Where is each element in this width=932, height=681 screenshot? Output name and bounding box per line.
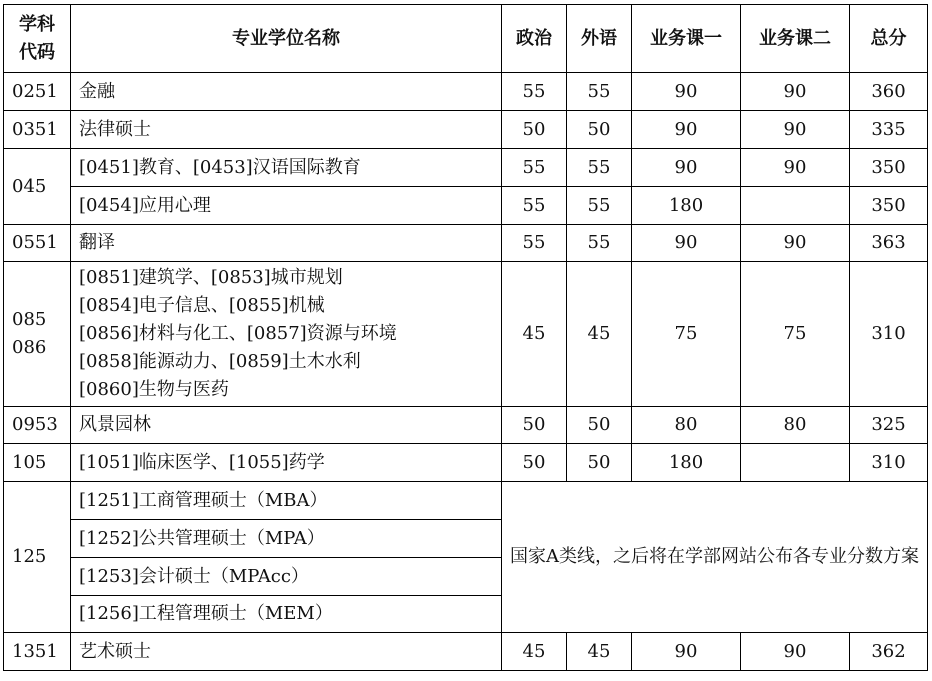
row-name-line: [0851]建筑学、[0853]城市规划: [79, 267, 343, 288]
row-total: 335: [850, 111, 928, 149]
row-course1: 90: [632, 149, 741, 187]
row-foreign: 45: [567, 633, 632, 671]
header-foreign: 外语: [567, 5, 632, 73]
row-course2: 75: [741, 262, 850, 407]
table-row: [4, 262, 928, 407]
table-row: [4, 407, 928, 444]
row-name: [1256]工程管理硕士（MEM）: [71, 596, 502, 633]
header-total: 总分: [850, 5, 928, 73]
header-code-line2: 代码: [19, 41, 55, 63]
header-name: 专业学位名称: [71, 5, 502, 73]
row-politics: 50: [502, 407, 567, 444]
row-course1: 90: [632, 633, 741, 671]
row-course1: 90: [632, 225, 741, 262]
row-politics: 55: [502, 187, 567, 225]
row-foreign: 55: [567, 225, 632, 262]
table-row: [4, 111, 928, 149]
row-total: 362: [850, 633, 928, 671]
row-course1: 90: [632, 111, 741, 149]
row-politics: 55: [502, 73, 567, 111]
row-name: 风景园林: [71, 407, 502, 444]
row-course2: 90: [741, 149, 850, 187]
row-course1: 180: [632, 444, 741, 482]
row-course2: [741, 444, 850, 482]
table-row: [4, 633, 928, 671]
row-total: 325: [850, 407, 928, 444]
row-politics: 50: [502, 111, 567, 149]
table-row: [4, 482, 928, 520]
row-course1: 90: [632, 73, 741, 111]
row-name: [1051]临床医学、[1055]药学: [71, 444, 502, 482]
row-name-line: [0858]能源动力、[0859]土木水利: [79, 351, 361, 372]
row-course2: 80: [741, 407, 850, 444]
row-code-line2: 086: [12, 337, 47, 358]
header-politics: 政治: [502, 5, 567, 73]
row-course2: [741, 187, 850, 225]
row-total: 310: [850, 262, 928, 407]
row-politics: 45: [502, 262, 567, 407]
row-code: 125: [4, 482, 71, 633]
row-code: 0251: [4, 73, 71, 111]
row-total: 350: [850, 187, 928, 225]
row-course2: 90: [741, 111, 850, 149]
row-code: 0551: [4, 225, 71, 262]
row-politics: 55: [502, 149, 567, 187]
row-course2: 90: [741, 73, 850, 111]
header-code-line1: 学科: [19, 13, 55, 35]
row-name: 翻译: [71, 225, 502, 262]
row-course2: 90: [741, 633, 850, 671]
row-course1: 180: [632, 187, 741, 225]
row-name-line: [0860]生物与医药: [79, 379, 229, 400]
row-name-line: [0856]材料与化工、[0857]资源与环境: [79, 323, 397, 344]
table-row: [4, 444, 928, 482]
row-name: 艺术硕士: [71, 633, 502, 671]
row-name: 金融: [71, 73, 502, 111]
header-row: [4, 5, 928, 73]
row-foreign: 50: [567, 444, 632, 482]
table-row: [4, 149, 928, 187]
row-name: [1252]公共管理硕士（MPA）: [71, 520, 502, 558]
table-row: [4, 225, 928, 262]
row-foreign: 55: [567, 149, 632, 187]
header-code: [4, 5, 71, 73]
row-foreign: 55: [567, 187, 632, 225]
row-code: 1351: [4, 633, 71, 671]
row-name: [71, 262, 502, 407]
row-total: 350: [850, 149, 928, 187]
row-name: 法律硕士: [71, 111, 502, 149]
table-row: [4, 187, 928, 225]
row-politics: 50: [502, 444, 567, 482]
row-name: [0451]教育、[0453]汉语国际教育: [71, 149, 502, 187]
row-name-line: [0854]电子信息、[0855]机械: [79, 295, 325, 316]
score-table: [3, 4, 928, 671]
row-foreign: 50: [567, 111, 632, 149]
header-course2: 业务课二: [741, 5, 850, 73]
row-code: 045: [4, 149, 71, 225]
row-total: 363: [850, 225, 928, 262]
header-course1: 业务课一: [632, 5, 741, 73]
row-foreign: 55: [567, 73, 632, 111]
table-row: [4, 73, 928, 111]
row-code: [4, 262, 71, 407]
row-politics: 45: [502, 633, 567, 671]
row-course2: 90: [741, 225, 850, 262]
score-note: 国家A类线，之后将在学部网站公布各专业分数方案: [502, 482, 928, 633]
row-code-line1: 085: [12, 309, 47, 330]
row-name: [0454]应用心理: [71, 187, 502, 225]
row-politics: 55: [502, 225, 567, 262]
row-code: 0953: [4, 407, 71, 444]
row-course1: 75: [632, 262, 741, 407]
row-name: [1253]会计硕士（MPAcc）: [71, 558, 502, 596]
row-course1: 80: [632, 407, 741, 444]
row-foreign: 50: [567, 407, 632, 444]
row-foreign: 45: [567, 262, 632, 407]
row-name: [1251]工商管理硕士（MBA）: [71, 482, 502, 520]
row-total: 310: [850, 444, 928, 482]
row-code: 105: [4, 444, 71, 482]
row-code: 0351: [4, 111, 71, 149]
row-total: 360: [850, 73, 928, 111]
